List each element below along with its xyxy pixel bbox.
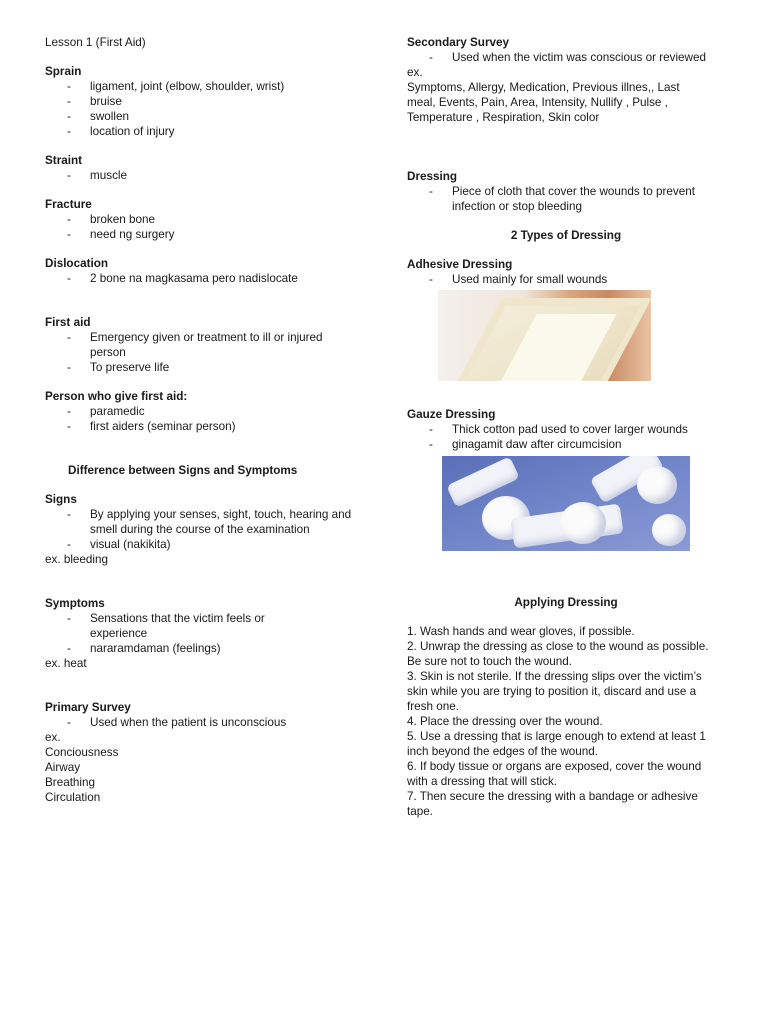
list-item: - Used when the patient is unconscious [45,715,375,730]
step-item: 7. Then secure the dressing with a bandage or adhesive tape. [407,790,698,818]
right-column [407,35,725,819]
step-item: 3. Skin is not sterile. If the dressing slips over the victim’s skin while you are trying to position it, discard and use a fresh one. [407,670,702,713]
primary-line: Circulation [45,791,101,804]
primary-survey-list [45,715,375,730]
sprain-list [45,79,375,139]
list-item: - broken bone [45,212,375,227]
gauze-list [407,422,707,452]
signs-list [45,507,355,552]
list-item: - nararamdaman (feelings) [45,641,315,656]
gauze-heading: Gauze Dressing [407,408,496,421]
list-item: - Thick cotton pad used to cover larger wounds [407,422,707,437]
step-item: 5. Use a dressing that is large enough to extend at least 1 inch beyond the edges of the wound. [407,730,706,758]
list-item: - location of injury [45,124,375,139]
first-aid-list [45,330,335,375]
list-item: - first aiders (seminar person) [45,419,375,434]
sprain-heading: Sprain [45,65,82,78]
applying-heading: Applying Dressing [514,596,618,609]
straint-list [45,168,375,183]
dressing-list [407,184,707,214]
step-item: 4. Place the dressing over the wound. [407,715,603,728]
list-item: - 2 bone na magkasama pero nadislocate [45,271,375,286]
left-column [45,35,375,805]
list-item: - To preserve life [45,360,335,375]
adhesive-heading: Adhesive Dressing [407,258,513,271]
step-item: 1. Wash hands and wear gloves, if possible. [407,625,635,638]
list-item: - By applying your senses, sight, touch, hearing and smell during the course of the examination [45,507,355,537]
secondary-survey-heading: Secondary Survey [407,36,509,49]
symptoms-heading: Symptoms [45,597,105,610]
secondary-text: Symptoms, Allergy, Medication, Previous illnes,, Last meal, Events, Pain, Area, Intensity, Nullify , Pulse , Temperature , Respiration, Skin color [407,81,680,124]
step-item: 6. If body tissue or organs are exposed, cover the wound with a dressing that will stick. [407,760,702,788]
primary-line: Airway [45,761,81,774]
gauze-dressing-image [442,456,690,551]
primary-line: Conciousness [45,746,119,759]
primary-survey-heading: Primary Survey [45,701,131,714]
person-list [45,404,375,434]
first-aid-heading: First aid [45,316,91,329]
list-item: - visual (nakikita) [45,537,355,552]
steps-list [407,624,719,819]
list-item: - Sensations that the victim feels or experience [45,611,315,641]
step-item: 2. Unwrap the dressing as close to the wound as possible. Be sure not to touch the wound. [407,640,709,668]
difference-heading: Difference between Signs and Symptoms [68,464,298,477]
primary-line: Breathing [45,776,96,789]
list-item: - paramedic [45,404,375,419]
primary-ex-label: ex. [45,731,61,744]
adhesive-list [407,272,725,287]
person-heading: Person who give first aid: [45,390,188,403]
symptoms-example: ex. heat [45,657,87,670]
signs-example: ex. bleeding [45,553,109,566]
fracture-list [45,212,375,242]
adhesive-dressing-image [438,290,651,381]
symptoms-list [45,611,315,656]
fracture-heading: Fracture [45,198,92,211]
list-item: - Used when the victim was conscious or reviewed [407,50,707,65]
secondary-ex-label: ex. [407,66,423,79]
list-item: - ginagamit daw after circumcision [407,437,707,452]
list-item: - Piece of cloth that cover the wounds to prevent infection or stop bleeding [407,184,707,214]
dressing-heading: Dressing [407,170,458,183]
list-item: - Used mainly for small wounds [407,272,725,287]
straint-heading: Straint [45,154,83,167]
list-item: - need ng surgery [45,227,375,242]
lesson-title: Lesson 1 (First Aid) [45,36,146,49]
list-item: - muscle [45,168,375,183]
dislocation-heading: Dislocation [45,257,108,270]
secondary-survey-list [407,50,707,65]
list-item: - swollen [45,109,375,124]
list-item: - ligament, joint (elbow, shoulder, wrist) [45,79,375,94]
types-heading: 2 Types of Dressing [510,229,622,242]
signs-heading: Signs [45,493,77,506]
list-item: - bruise [45,94,375,109]
list-item: - Emergency given or treatment to ill or injured person [45,330,335,360]
dislocation-list [45,271,375,286]
